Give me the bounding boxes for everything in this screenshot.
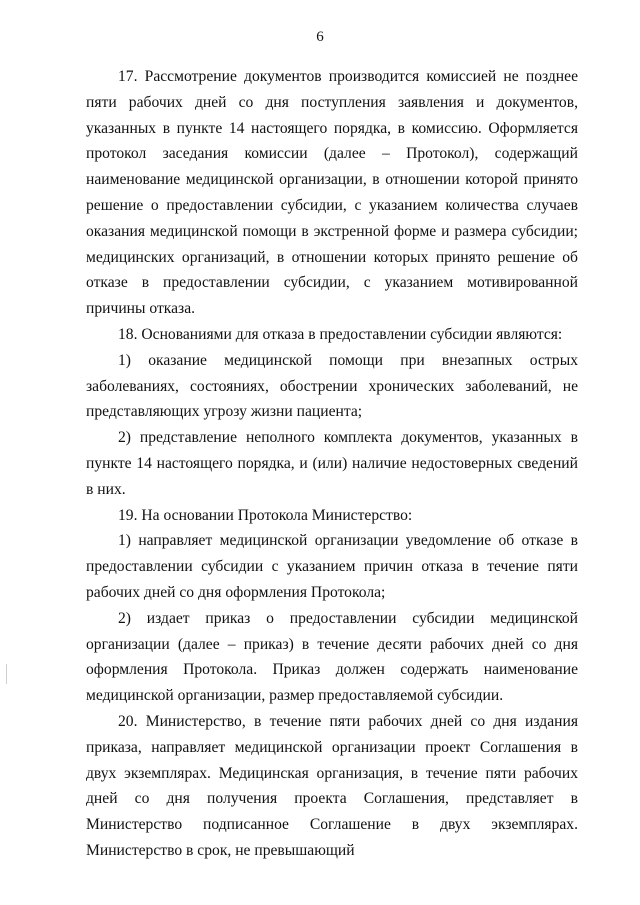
paragraph-18-item-2: 2) представление неполного комплекта документов, указанных в пункте 14 настоящего порядка, и (или) наличие недостоверных сведений в них.	[86, 429, 578, 498]
paragraph-20: 20. Министерство, в течение пяти рабочих дней со дня издания приказа, направляет медицинской организации проект Соглашения в двух экземплярах. Медицинская организация, в течение пяти рабочих дней со дня получения проекта Соглашения, представляет в Министерство подписанное Соглашение в двух экземплярах. Министерство в срок, не превышающий	[86, 712, 578, 859]
page-number: 6	[316, 29, 324, 45]
paragraph-18-item-1: 1) оказание медицинской помощи при внезапных острых заболеваниях, состояниях, обострении хронических заболеваний, не представляющих угрозу жизни пациента;	[86, 351, 578, 421]
paragraph-17: 17. Рассмотрение документов производится комиссией не позднее пяти рабочих дней со дня поступления заявления и документов, указанных в пункте 14 настоящего порядка, в комиссию. Оформляется протокол заседания комиссии (далее – Протокол), содержащий наименование медицинской организации, в отношении которой принято решение о предоставлении субсидии, с указанием количества случаев оказания медицинской помощи в экстренной форме и размера субсидии; медицинских организаций, в отношении которых принято решение об отказе в предоставлении субсидии, с указанием мотивированной причины отказа.	[86, 68, 578, 318]
paragraph-18: 18. Основаниями для отказа в предоставлении субсидии являются:	[118, 325, 563, 343]
paragraph-19-item-1: 1) направляет медицинской организации уведомление об отказе в предоставлении субсидии с указанием причин отказа в течение пяти рабочих дней со дня оформления Протокола;	[86, 532, 578, 601]
document-body	[86, 64, 578, 864]
scan-margin-mark	[6, 664, 7, 684]
paragraph-19: 19. На основании Протокола Министерство:	[118, 506, 413, 524]
paragraph-19-item-2: 2) издает приказ о предоставлении субсидии медицинской организации (далее – приказ) в течение десяти рабочих дней со дня оформления Протокола. Приказ должен содержать наименование медицинской организации, размер предоставляемой субсидии.	[86, 609, 578, 705]
